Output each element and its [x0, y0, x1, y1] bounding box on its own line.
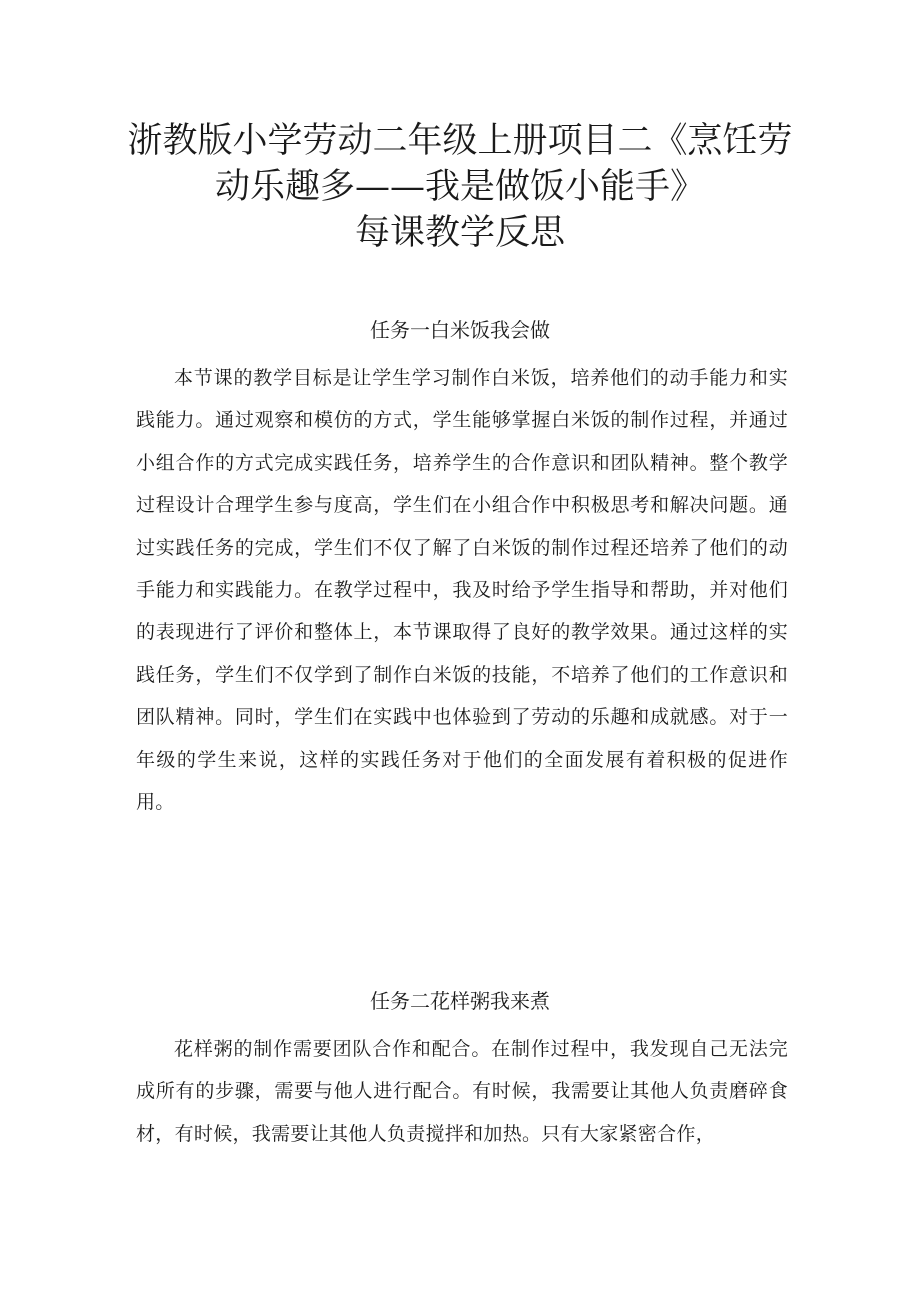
- title-line-3: 每课教学反思: [354, 213, 565, 253]
- title-line-1: 浙教版小学劳动二年级上册项目二《烹饪劳: [127, 121, 793, 161]
- document-title: [0, 118, 920, 256]
- section-heading-task-1: 任务一白米饭我会做: [370, 318, 550, 342]
- section-paragraph-task-1: 本节课的教学目标是让学生学习制作白米饭，培养他们的动手能力和实践能力。通过观察和模仿的方式，学生能够掌握白米饭的制作过程，并通过小组合作的方式完成实践任务，培养学生的合作意识和团队精神。整个教学过程设计合理学生参与度高，学生们在小组合作中积极思考和解决问题。通过实践任务的完成，学生们不仅了解了白米饭的制作过程还培养了他们的动手能力和实践能力。在教学过程中，我及时给予学生指导和帮助，并对他们的表现进行了评价和整体上，本节课取得了良好的教学效果。通过这样的实践任务，学生们不仅学到了制作白米饭的技能，不培养了他们的工作意识和团队精神。同时，学生们在实践中也体验到了劳动的乐趣和成就感。对于一年级的学生来说，这样的实践任务对于他们的全面发展有着积极的促进作用。: [136, 367, 788, 814]
- title-line-2: 动乐趣多——我是做饭小能手》: [214, 167, 705, 207]
- section-heading-task-2: 任务二花样粥我来煮: [370, 989, 550, 1013]
- section-paragraph-task-2: 花样粥的制作需要团队合作和配合。在制作过程中，我发现自己无法完成所有的步骤，需要与他人进行配合。有时候，我需要让其他人负责磨碎食材，有时候，我需要让其他人负责搅拌和加热。只有大家紧密合作，: [136, 1038, 788, 1145]
